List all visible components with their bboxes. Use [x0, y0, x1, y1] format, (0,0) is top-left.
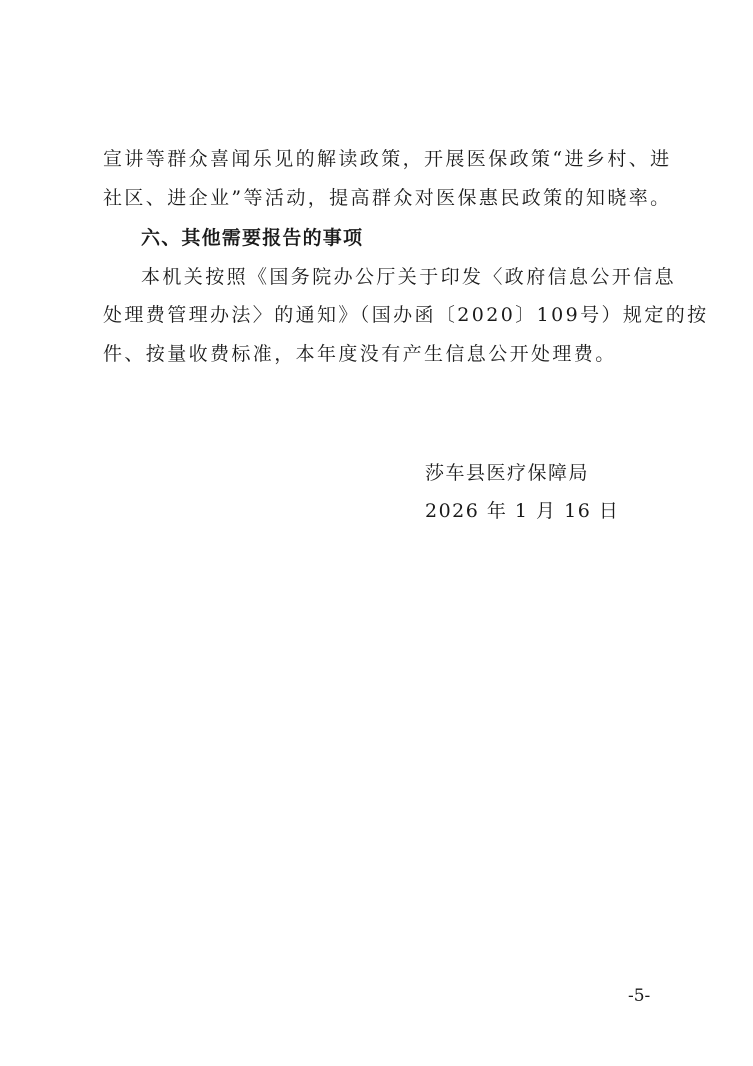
- section-heading: 六、其他需要报告的事项: [141, 227, 364, 249]
- paragraph-line: 处理费管理办法〉的通知》（国办函〔2020〕109号）规定的按: [103, 304, 709, 326]
- signature-organization: 莎车县医疗保障局: [425, 462, 590, 484]
- paragraph-line: 件、按量收费标准，本年度没有产生信息公开处理费。: [103, 343, 617, 365]
- paragraph-line: 宣讲等群众喜闻乐见的解读政策，开展医保政策“进乡村、进: [103, 148, 672, 170]
- paragraph-line: 本机关按照《国务院办公厅关于印发〈政府信息公开信息: [141, 266, 677, 288]
- paragraph-line: 社区、进企业”等活动，提高群众对医保惠民政策的知晓率。: [103, 187, 672, 209]
- page-number: -5-: [628, 986, 651, 1006]
- signature-date: 2026 年 1 月 16 日: [425, 500, 620, 522]
